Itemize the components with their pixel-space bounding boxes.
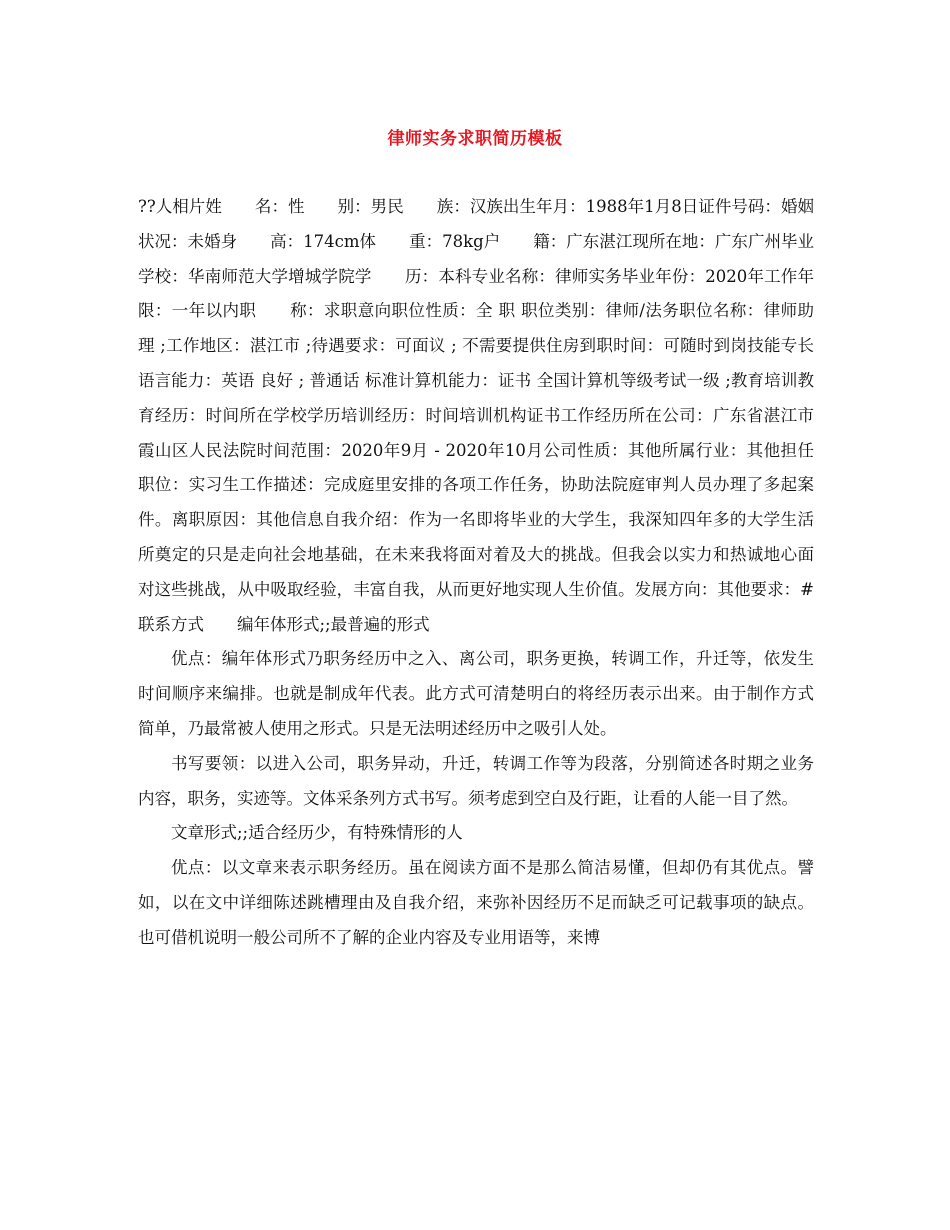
document-body xyxy=(138,190,814,956)
document-title: 律师实务求职简历模板 xyxy=(387,129,563,149)
chronological-advantage-paragraph: 优点：编年体形式乃职务经历中之入、离公司，职务更换，转调工作，升迁等，依发生时间顺序来编排。也就是制成年代表。此方式可清楚明白的将经历表示出来。由于制作方式简单，乃最常被人使用之形式。只是无法明述经历中之吸引人处。 xyxy=(138,649,814,738)
resume-info-paragraph: ??人相片姓 名：性 别：男民 族：汉族出生年月：1988年1月8日证件号码：婚姻状况：未婚身 高：174cm体 重：78kg户 籍：广东湛江现所在地：广东广州毕业学校：华南师范大学增城学院学 历：本科专业名称：律师实务毕业年份：2020年工作年限：一年以内职 称：求职意向职位性质：全 职 职位类别：律师/法务职位名称：律师助理 ;工作地区：湛江市 ;待遇要求：可面议 ; 不需要提供住房到职时间：可随时到岗技能专长语言能力：英语 良好 ; 普通话 标准计算机能力：证书 全国计算机等级考试一级 ;教育培训教育经历：时间所在学校学历培训经历：时间培训机构证书工作经历所在公司：广东省湛江市霞山区人民法院时间范围：2020年9月 - 2020年10月公司性质：其他所属行业：其他担任职位：实习生工作描述：完成庭里安排的各项工作任务，协助法院庭审判人员办理了多起案件。离职原因：其他信息自我介绍：作为一名即将毕业的大学生，我深知四年多的大学生活所奠定的只是走向社会地基础，在未来我将面对着及大的挑战。但我会以实力和热诚地心面对这些挑战，从中吸取经验，丰富自我，从而更好地实现人生价值。发展方向：其他要求：# 联系方式 编年体形式;;最普遍的形式 xyxy=(138,197,814,634)
writing-tips-paragraph: 书写要领：以进入公司，职务异动，升迁，转调工作等为段落，分别简述各时期之业务内容，职务，实迹等。文体采条列方式书写。须考虑到空白及行距，让看的人能一目了然。 xyxy=(138,753,814,808)
essay-advantage-paragraph: 优点：以文章来表示职务经历。虽在阅读方面不是那么简洁易懂，但却仍有其优点。譬如，以在文中详细陈述跳槽理由及自我介绍，来弥补因经历不足而缺乏可记载事项的缺点。也可借机说明一般公司所不了解的企业内容及专业用语等，来博 xyxy=(138,858,814,947)
essay-format-heading: 文章形式;;适合经历少，有特殊情形的人 xyxy=(171,823,463,843)
